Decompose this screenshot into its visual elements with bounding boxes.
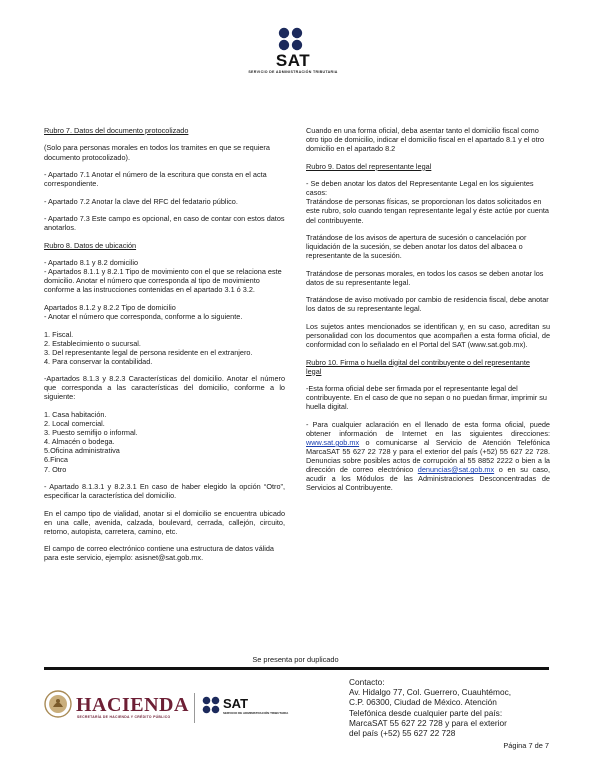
sat-logo-small-icon [202,696,220,714]
aclaracion-text-c: o en su caso, acudir a los Módulos de las Administraciones Desconcentradas de Servicios al Contribuyente. [306,465,550,493]
rubro7-title: Rubro 7. Datos del documento protocolizado [44,126,189,135]
rubro9-title: Rubro 9. Datos del representante legal [306,161,432,171]
denuncias-email-link[interactable]: denuncias@sat.gob.mx [417,465,495,475]
list-item: 3. Puesto semifijo o informal. [44,428,138,438]
vialidad-text: En el campo tipo de vialidad, anotar si el domicilio se encuentra ubicado en una calle, avenida, calzada, boulevard, cerrada, callejón, circuito, retorno, autopista, carretera, camino, etc. [44,508,285,536]
apartado-7-3: - Apartado 7.3 Este campo es opcional, en caso de contar con estos datos anotarlos. [44,214,285,233]
footer-divider [44,667,549,670]
tipos-domicilio-list [44,330,285,366]
list-item: 2. Local comercial. [44,419,105,429]
left-column [44,126,285,571]
duplicado-note: Se presenta por duplicado [252,655,339,664]
right-column [306,126,550,501]
rubro7-note: (Solo para personas morales en todos los tramites en que se requiera documento protocolizado). [44,143,270,162]
domicilio-intro: Cuando en una forma oficial, deba asentar tanto el domicilio fiscal como otro tipo de domicilio, indicar el domicilio fiscal en el apartado 8.1 y el otro domicilio en el apartado 8.2 [306,126,545,154]
apartado-8-1-1: - Apartados 8.1.1 y 8.2.1 Tipo de movimiento con el que se relaciona este domicilio. Anotar el número que corresponda al tipo de movimiento conforme a las instrucciones contenidas en el apartado 3.1 ó 3.2. [44,267,282,295]
apartado-8-1-2-text: - Anotar el número que corresponda, conforme a lo siguiente. [44,312,243,322]
rubro10-title: Rubro 10. Firma o huella digital del contribuyente o del representante [306,357,530,367]
apartado-7-2: - Apartado 7.2 Anotar la clave del RFC del fedatario público. [44,196,238,206]
rubro10-firma: -Esta forma oficial debe ser firmada por el representante legal del contribuyente. En el caso de que no sepan o no puedan firmar, imprimir su huella digital. [306,384,547,412]
list-item: 5.Oficina administrativa [44,446,120,456]
logo-separator [194,693,195,723]
contact-line: Av. Hidalgo 77, Col. Guerrero, Cuauhtémoc, [349,687,512,698]
hacienda-logo-word: HACIENDA [76,694,189,716]
list-item: 4. Almacén o bodega. [44,437,115,447]
contact-line: Telefónica desde cualquier parte del país: [349,707,503,718]
contact-line: del país (+52) 55 627 22 728 [349,728,456,739]
apartado-8-1-3: -Apartados 8.1.3 y 8.2.3 Características del domicilio. Anotar el número que corresponda a las características del domicilio, conforme a lo siguiente: [44,374,285,402]
list-item: 1. Casa habitación. [44,409,107,419]
list-item: 1. Fiscal. [44,329,74,339]
sat-logo-subtitle: SERVICIO DE ADMINISTRACIÓN TRIBUTARIA [248,70,338,74]
contact-line: C.P. 06300, Ciudad de México. Atención [349,697,497,708]
apartado-8-1-3-1: - Apartado 8.1.3.1 y 8.2.3.1 En caso de haber elegido la opción “Otro”, especificar la característica del domicilio. [44,482,285,501]
sat-logo-word: SAT [275,51,311,70]
rubro9-personas-morales: Tratándose de personas morales, en todos los casos se deben anotar los datos de su representante legal. [306,268,544,287]
apartado-7-1: - Apartado 7.1 Anotar el número de la escritura que consta en el acta correspondiente. [44,170,267,189]
rubro10-aclaracion [306,420,550,493]
mexico-seal-icon [44,690,72,718]
apartado-8-1-2-title: Apartados 8.1.2 y 8.2.2 Tipo de domicilio [44,302,176,312]
list-item: 2. Establecimiento o sucursal. [44,338,141,348]
correo-text: El campo de correo electrónico contiene una estructura de datos válida para este servicio, ejemplo: asisnet@sat.gob.mx. [44,544,274,563]
contact-block [349,677,549,738]
rubro9-line1: - Se deben anotar los datos del Representante Legal en los siguientes [306,179,534,189]
caracteristicas-list [44,410,285,474]
sat-logo-header [248,27,338,83]
list-item: 6.Finca [44,455,68,465]
rubro9-line2: casos: [306,188,328,198]
sat-logo-dots-icon [276,27,310,51]
contact-line: Contacto: [349,677,385,687]
rubro10-title-cont: legal [306,366,322,376]
hacienda-logo-subtitle: SECRETARÍA DE HACIENDA Y CRÉDITO PÚBLICO [77,715,171,719]
rubro9-avisos: Tratándose de los avisos de apertura de sucesión o cancelación por liquidación de la sucesión, se deben anotar los datos del albacea o representante de la sucesión. [306,233,527,261]
aclaracion-text-b: o comunicarse al Servicio de Atención Telefónica MarcaSAT 55 627 22 728 y para el exterior del país (+52) 55 627 22 728. Denuncias sobre posibles actos de corrupción al 55 8852 2222 o bien a la dirección de correo electrónico [306,437,550,475]
rubro9-residencia: Tratándose de aviso motivado por cambio de residencia fiscal, debe anotar los datos de su representante legal. [306,295,549,314]
sat-small-logo-word: SAT [223,696,249,711]
sat-small-logo-subtitle: SERVICIO DE ADMINISTRACIÓN TRIBUTARIA [223,711,289,715]
rubro9-sujetos: Los sujetos antes mencionados se identifican y, en su caso, acreditan su personalidad con los documentos que acompañen a esta forma oficial, de conformidad con lo señalado en el Portal del SAT (www.sat.gob.mx). [306,321,550,350]
list-item: 3. Del representante legal de persona residente en el extranjero. [44,347,253,357]
footer-logos [44,688,334,732]
sat-website-link[interactable]: www.sat.gob.mx [306,437,360,447]
page-number: Página 7 de 7 [503,741,549,750]
list-item: 7. Otro [44,464,67,474]
aclaracion-text-a: - Para cualquier aclaración en el llenado de esta forma oficial, puede obtener información de Internet en las siguientes direcciones: [306,419,550,438]
rubro8-title: Rubro 8. Datos de ubicación [44,240,137,250]
contact-line: MarcaSAT 55 627 22 728 y para el exterior [349,717,507,728]
rubro9-personas-fisicas: Tratándose de personas físicas, se proporcionan los datos solicitados en este rubro, solo cuando tengan representante legal y éste actúe por cuenta del contribuyente. [306,197,549,225]
list-item: 4. Para conservar la contabilidad. [44,356,153,366]
apartado-8-1: - Apartado 8.1 y 8.2 domicilio [44,258,139,268]
